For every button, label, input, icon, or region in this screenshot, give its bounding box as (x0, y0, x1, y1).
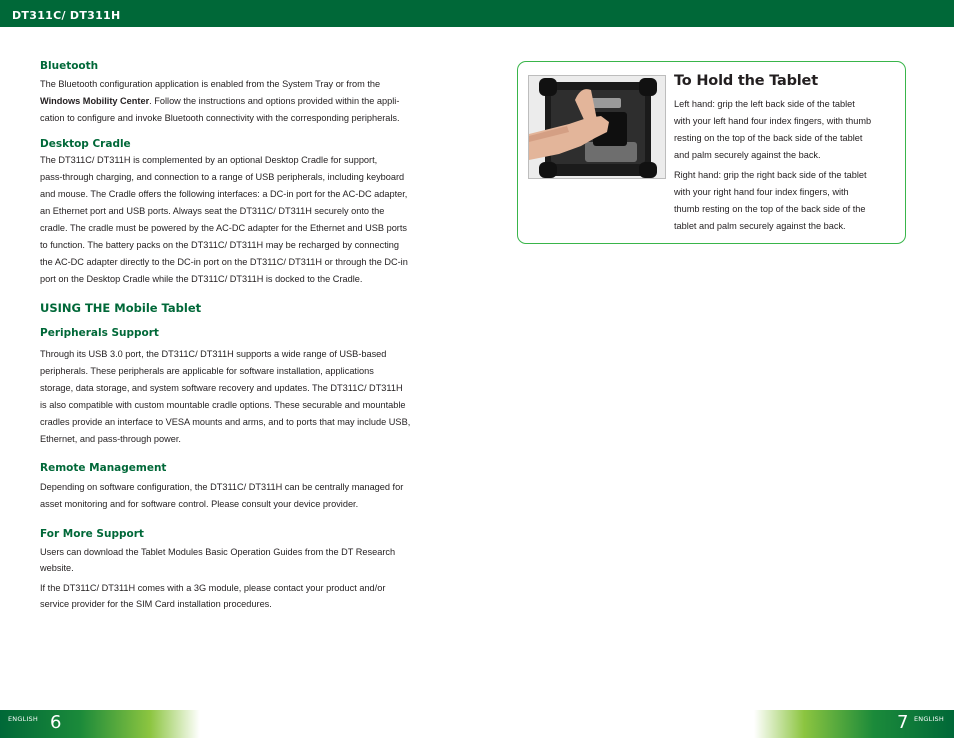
text-line: Users can download the Tablet Modules Basic Operation Guides from the DT Research (40, 547, 396, 557)
footer-language-right: ENGLISH (914, 715, 944, 723)
text-line: and palm securely against the back. (674, 150, 821, 160)
hold-tablet-instructions (674, 96, 900, 235)
text-line: resting on the top of the back side of the tablet (674, 133, 863, 143)
text-line: and mouse. The Cradle offers the following interfaces: a DC-in port for the AC-DC adapter, (40, 189, 408, 199)
text-line: service provider for the SIM Card installation procedures. (40, 598, 272, 609)
text-line: the AC-DC adapter directly to the DC-in port on the DT311C/ DT311H or through the DC-in (40, 257, 408, 267)
text-line: The DT311C/ DT311H is complemented by an optional Desktop Cradle for support, (40, 155, 378, 165)
text-line: The Bluetooth configuration application is enabled from the System Tray or from the (40, 79, 381, 89)
section-heading-more-support: For More Support (40, 528, 144, 540)
text-line: pass-through charging, and connection to a range of USB peripherals, including keyboard (40, 172, 405, 182)
right-hand-instructions (674, 167, 900, 235)
section-heading-peripherals-support: Peripherals Support (40, 327, 159, 339)
text-line: port on the Desktop Cradle while the DT311C/ DT311H is docked to the Cradle. (40, 274, 363, 284)
page-number-right: 7 (897, 712, 909, 733)
hold-tablet-title: To Hold the Tablet (674, 73, 818, 89)
page-number-left: 6 (50, 712, 62, 733)
section-heading-desktop-cradle: Desktop Cradle (40, 138, 131, 150)
text-line: Through its USB 3.0 port, the DT311C/ DT311H supports a wide range of USB-based (40, 349, 387, 359)
section-heading-remote-management: Remote Management (40, 462, 167, 474)
text-line: with your right hand four index fingers, with (674, 187, 849, 197)
text-span: . Follow the instructions and options provided within the appli- (149, 96, 400, 106)
text-line: is also compatible with custom mountable cradle options. These securable and mountable (40, 400, 406, 410)
text-line: cradle. The cradle must be powered by the AC-DC adapter for the Ethernet and USB ports (40, 223, 408, 233)
text-line: If the DT311C/ DT311H comes with a 3G module, please contact your product and/or (40, 583, 386, 593)
text-line: Ethernet, and pass-through power. (40, 434, 181, 444)
text-line (40, 93, 440, 110)
left-column (40, 60, 440, 612)
text-line: to function. The battery packs on the DT311C/ DT311H may be recharged by connecting (40, 240, 400, 250)
text-line: Left hand: grip the left back side of the tablet (674, 99, 855, 109)
support-text-1 (40, 545, 440, 576)
footer-language-left: ENGLISH (8, 715, 38, 723)
text-line: an Ethernet port and USB ports. Always seat the DT311C/ DT311H securely onto the (40, 206, 385, 216)
tablet-illustration (529, 76, 666, 179)
support-text-2 (40, 581, 440, 612)
text-line: with your left hand four index fingers, with thumb (674, 116, 872, 126)
bluetooth-text (40, 76, 440, 127)
section-heading-bluetooth: Bluetooth (40, 60, 99, 72)
text-line: cradles provide an interface to VESA mounts and arms, and to ports that may include USB, (40, 417, 411, 427)
desktop-cradle-text (40, 152, 440, 288)
text-line: Depending on software configuration, the DT311C/ DT311H can be centrally managed for (40, 482, 404, 492)
hand-holding-tablet-photo (528, 75, 666, 179)
header-bar (0, 0, 954, 27)
text-line: cation to configure and invoke Bluetooth connectivity with the corresponding peripherals. (40, 113, 400, 123)
text-line: asset monitoring and for software control. Please consult your device provider. (40, 499, 359, 509)
left-hand-instructions (674, 96, 900, 164)
text-line: peripherals. These peripherals are applicable for software installation, applications (40, 366, 374, 376)
text-line: Right hand: grip the right back side of the tablet (674, 170, 867, 180)
text-line: storage, data storage, and system software recovery and updates. The DT311C/ DT311H (40, 383, 403, 393)
hold-tablet-callout (517, 61, 906, 244)
text-line: tablet and palm securely against the back. (674, 221, 846, 231)
bold-term: Windows Mobility Center (40, 96, 150, 106)
section-heading-using-mobile-tablet: USING THE Mobile Tablet (40, 301, 202, 315)
peripherals-text (40, 346, 440, 448)
text-line: thumb resting on the top of the back side of the (674, 204, 866, 214)
document-title: DT311C/ DT311H (12, 9, 121, 22)
remote-management-text (40, 479, 440, 513)
text-line: website. (40, 562, 74, 573)
